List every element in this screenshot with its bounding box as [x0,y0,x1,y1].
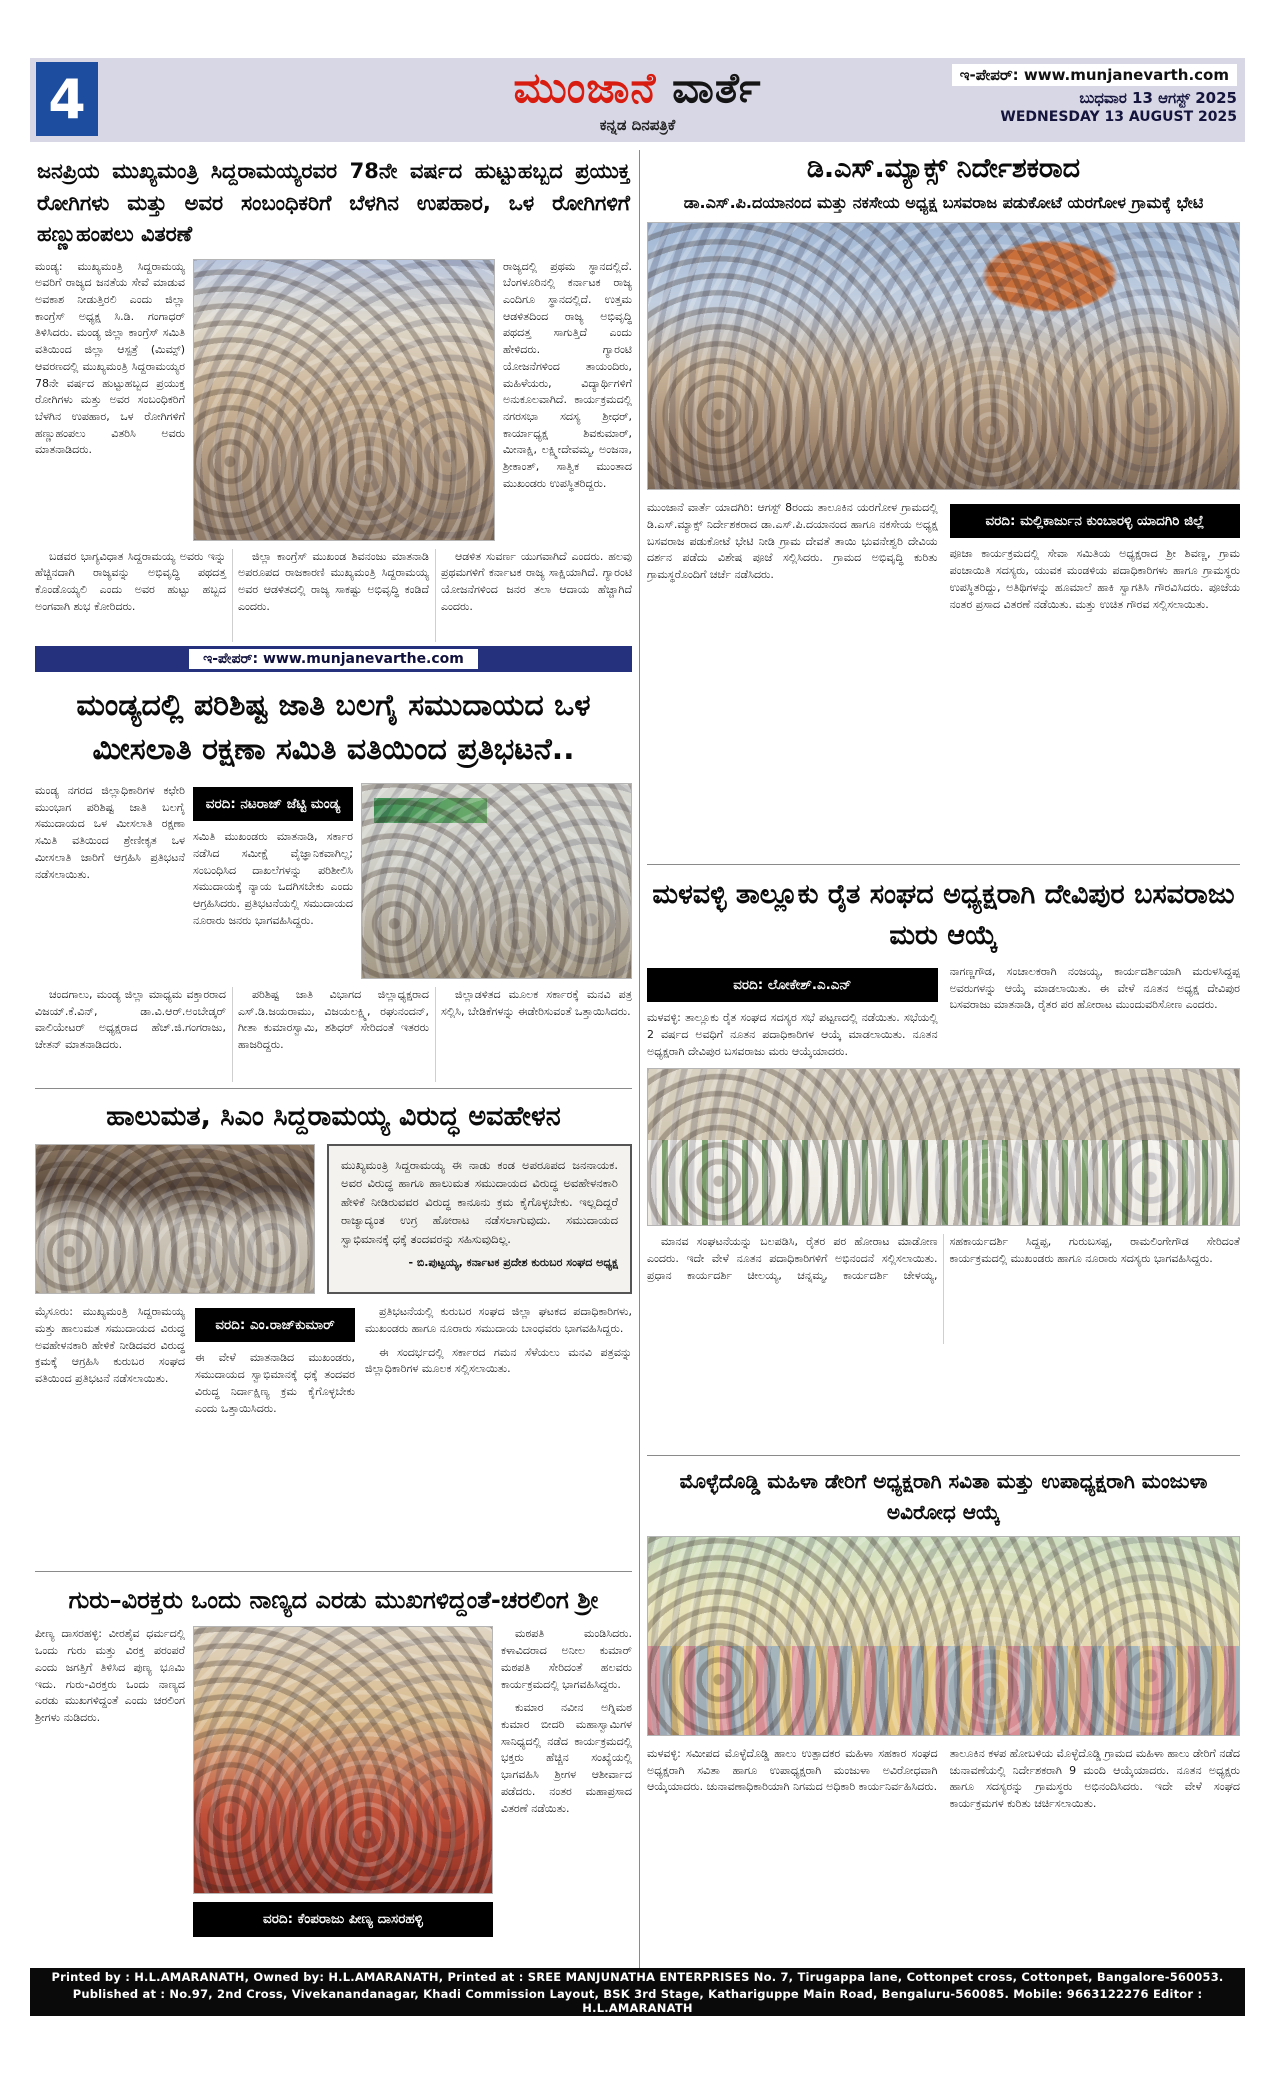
story4-byline: ವರದಿ: ಲೋಕೇಶ್.ಎ.ಎನ್ [647,968,938,1002]
story2-byline: ವರದಿ: ಮಲ್ಲಿಕಾರ್ಜುನ ಕುಂಬಾರಳ್ಳಿ ಯಾದಗಿರಿ ಜಿಲ್ಲೆ [950,504,1240,538]
divider [35,1088,632,1089]
epaper-url: ಇ-ಪೇಪರ್: www.munjanevarth.com [952,64,1237,86]
story5-col-3 [365,1304,632,1417]
story2-col-2: ಪೂಜಾ ಕಾರ್ಯಕ್ರಮದಲ್ಲಿ ಸೇವಾ ಸಮಿತಿಯ ಅಧ್ಯಕ್ಷರಾದ ಶ್ರೀ ಶಿವಣ್ಣ, ಗ್ರಾಮ ಪಂಚಾಯಿತಿ ಸದಸ್ಯರು, ಯುವಕ ಮಂಡಳಿಯ ಪದಾಧಿಕಾರಿಗಳು ಹಾಗೂ ಗ್ರಾಮಸ್ಥರು ಉಪಸ್ಥಿತರಿದ್ದು, ಅತಿಥಿಗಳನ್ನು ಹೂಮಾಲೆ ಹಾಕಿ ಸ್ವಾಗತಿಸಿ ಗೌರವಿಸಿದರು. ಪೂಜೆಯ ನಂತರ ಪ್ರಸಾದ ವಿತರಣೆ ನಡೆಯಿತು. ಮತ್ತು ಉಚಿತ ಗೌರವ ಸಲ್ಲಿಸಲಾಯಿತು. [949,547,1240,611]
story1-para-1: ಬಡವರ ಭಾಗ್ಯವಿಧಾತ ಸಿದ್ದರಾಮಯ್ಯ ಅವರು ಇನ್ನು ಹೆಚ್ಚಿನದಾಗಿ ರಾಜ್ಯವನ್ನು ಅಭಿವೃದ್ಧಿ ಪಥದತ್ತ ಕೊಂಡೊಯ್ಯಲಿ ಎಂದು ಅವರ ಹುಟ್ಟು ಹಬ್ಬದ ಅಂಗವಾಗಿ ಶುಭ ಕೋರಿದರು. [35,549,226,613]
story7-mid-column [193,1626,493,1956]
story4-para-bottom: ಮಾನವ ಸಂಘಟನೆಯನ್ನು ಬಲಪಡಿಸಿ, ರೈತರ ಪರ ಹೋರಾಟ ಮಾಡೋಣ ಎಂದರು. ಇದೇ ವೇಳೆ ನೂತನ ಪದಾಧಿಕಾರಿಗಳಿಗೆ ಅಭಿನಂದನೆ ಸಲ್ಲಿಸಲಾಯಿತು. ಪ್ರಧಾನ ಕಾರ್ಯದರ್ಶಿ ಚೀಲಯ್ಯ, ಚನ್ನಮ್ಮ, ಕಾರ್ಯದರ್ಶಿ ಚೇಳಯ್ಯ, ಸಹಕಾರ್ಯದರ್ಶಿ ಸಿದ್ದಪ್ಪ, ಗುರುಬಸಪ್ಪ, ರಾಮಲಿಂಗೇಗೌಡ ಸೇರಿದಂತೆ ಕಾರ್ಯಕ್ರಮದಲ್ಲಿ ಮುಖಂಡರು ಹಾಗೂ ನೂರಾರು ಸದಸ್ಯರು ಭಾಗವಹಿಸಿದ್ದರು. [647,1235,1240,1282]
story5-para-3: ಪ್ರತಿಭಟನೆಯಲ್ಲಿ ಕುರುಬರ ಸಂಘದ ಜಿಲ್ಲಾ ಘಟಕದ ಪದಾಧಿಕಾರಿಗಳು, ಮುಖಂಡರು ಹಾಗೂ ನೂರಾರು ಸಮುದಾಯ ಬಾಂಧವರು ಭಾಗವಹಿಸಿದ್ದರು. [365,1305,632,1335]
story3-para-1: ಚಂದಗಾಲು, ಮಂಡ್ಯ ಜಿಲ್ಲಾ ಮಾಧ್ಯಮ ವಕ್ತಾರರಾದ ವಿಜಯ್.ಕೆ.ವಿನ್, ಡಾ.ವಿ.ಆರ್.ಅಂಬೇಡ್ಕರ್ ವಾಲಿಯೇಟರ್ ಅಧ್ಯಕ್ಷರಾದ ಹೆಚ್.ಜಿ.ಗಂಗರಾಜು, ಚೇತನ್ ಮಾತನಾಡಿದರು. [35,988,226,1052]
epaper-banner [35,646,632,672]
page-body [35,150,1240,1968]
story2-subheadline: ಡಾ.ಎಸ್.ಪಿ.ದಯಾನಂದ ಮತ್ತು ನಕಸೇಯ ಅಧ್ಯಕ್ಷ ಬಸವರಾಜ ಪಡುಕೋಟೆ ಯರಗೋಳ ಗ್ರಾಮಕ್ಕೆ ಭೇಟಿ [683,192,1204,212]
photo-kuruba-meeting [35,1144,315,1294]
story-halumatha-insult [35,1095,632,1565]
story1-headline: ಜನಪ್ರಿಯ ಮುಖ್ಯಮಂತ್ರಿ ಸಿದ್ದರಾಮಯ್ಯರವರ 78ನೇ ವರ್ಷದ ಹುಟ್ಟುಹಬ್ಬದ ಪ್ರಯುಕ್ತ ರೋಗಿಗಳು ಮತ್ತು ಅವರ ಸಂಬಂಧಿಕರಿಗೆ ಬೆಳಗಿನ ಉಪಹಾರ, ಒಳ ರೋಗಿಗಳಿಗೆ ಹಣ್ಣುಹಂಪಲು ವಿತರಣೆ [37,159,630,246]
story3-col-mid: ಸಮಿತಿ ಮುಖಂಡರು ಮಾತನಾಡಿ, ಸರ್ಕಾರ ನಡೆಸಿದ ಸಮೀಕ್ಷೆ ವೈಜ್ಞಾನಿಕವಾಗಿಲ್ಲ; ಸಂಬಂಧಿಸಿದ ದಾಖಲೆಗಳನ್ನು ಪರಿಶೀಲಿಸಿ ಸಮುದಾಯಕ್ಕೆ ನ್ಯಾಯ ಒದಗಿಸಬೇಕು ಎಂದು ಆಗ್ರಹಿಸಿದರು. ಪ್ರತಿಭಟನೆಯಲ್ಲಿ ಸಮುದಾಯದ ನೂರಾರು ಜನರು ಭಾಗವಹಿಸಿದ್ದರು. [193,830,353,927]
story7-para-2: ಮಠಪತಿ ಮಂಡಿಸಿದರು. ಕಳಾವಿದರಾದ ಅನೀಲ ಕುಮಾರ್ ಮಠಪತಿ ಸೇರಿದಂತೆ ಹಲವರು ಕಾರ್ಯಕ್ರಮದಲ್ಲಿ ಭಾಗವಹಿಸಿದ್ದರು. [501,1627,632,1691]
story1-col-right: ರಾಜ್ಯದಲ್ಲಿ ಪ್ರಥಮ ಸ್ಥಾನದಲ್ಲಿದೆ. ಬೆಂಗಳೂರಿನಲ್ಲಿ ಕರ್ನಾಟಕ ರಾಜ್ಯ ಎಂದಿಗೂ ಸ್ಥಾನದಲ್ಲಿದೆ. ಉತ್ತಮ ಆಡಳಿತದಿಂದ ರಾಜ್ಯ ಅಭಿವೃದ್ಧಿ ಪಥದತ್ತ ಸಾಗುತ್ತಿದೆ ಎಂದು ಹೇಳಿದರು. ಗ್ಯಾರಂಟಿ ಯೋಜನೆಗಳಿಂದ ತಾಯಂದಿರು, ಮಹಿಳೆಯರು, ವಿದ್ಯಾರ್ಥಿಗಳಿಗೆ ಅನುಕೂಲವಾಗಿದೆ. ಕಾರ್ಯಕ್ರಮದಲ್ಲಿ ನಗರಸಭಾ ಸದಸ್ಯ ಶ್ರೀಧರ್, ಕಾರ್ಯಾಧ್ಯಕ್ಷ ಶಿವಕುಮಾರ್, ಮೀನಾಕ್ಷಿ, ಲಕ್ಷ್ಮೀದೇವಮ್ಮ, ಅಂಜನಾ, ಶ್ರೀಕಾಂತ್, ಸಾತ್ವಿಕ ಮುಂತಾದ ಮುಖಂಡರು ಉಪಸ್ಥಿತರಿದ್ದರು. [503,259,632,490]
date-block [907,64,1237,125]
divider [647,864,1240,865]
story5-quote-box [327,1144,632,1294]
divider [35,1571,632,1572]
right-rail-column [647,150,1240,1968]
vertical-rule [639,150,640,1968]
story-reservation-protest [35,674,632,1082]
imprint-footer [30,1968,1245,2016]
story3-col-left: ಮಂಡ್ಯ ನಗರದ ಜಿಲ್ಲಾಧಿಕಾರಿಗಳ ಕಛೇರಿ ಮುಂಭಾಗ ಪರಿಶಿಷ್ಟ ಜಾತಿ ಬಲಗೈ ಸಮುದಾಯದ ಒಳ ಮೀಸಲಾತಿ ರಕ್ಷಣಾ ಸಮಿತಿ ವತಿಯಿಂದ ಶ್ರೇಣೀಕೃತ ಒಳ ಮೀಸಲಾತಿ ಜಾರಿಗೆ ಆಗ್ರಹಿಸಿ ಪ್ರತಿಭಟನೆ ನಡೆಸಲಾಯಿತು. [35,784,185,881]
story5-col-2: ಈ ವೇಳೆ ಮಾತನಾಡಿದ ಮುಖಂಡರು, ಸಮುದಾಯದ ಸ್ವಾಭಿಮಾನಕ್ಕೆ ಧಕ್ಕೆ ತಂದವರ ವಿರುದ್ಧ ನಿರ್ದಾಕ್ಷಿಣ್ಯ ಕ್ರಮ ಕೈಗೊಳ್ಳಬೇಕು ಎಂದು ಒತ್ತಾಯಿಸಿದರು. [195,1351,355,1415]
epaper-banner-url: ಇ-ಪೇಪರ್: www.munjanevarthe.com [189,649,478,669]
story5-quote-attribution: - ಬಿ.ಪುಟ್ಟಯ್ಯ, ಕರ್ನಾಟಕ ಪ್ರದೇಶ ಕುರುಬರ ಸಂಘದ ಅಧ್ಯಕ್ಷ [408,1256,618,1270]
story5-mid-column [195,1304,355,1417]
story4-col-2: ನಾಗಣ್ಣಗೌಡ, ಸಂಚಾಲಕರಾಗಿ ನಂಜಯ್ಯ, ಕಾರ್ಯದರ್ಶಿಯಾಗಿ ಮರುಳಸಿದ್ದಪ್ಪ ಅವರುಗಳನ್ನು ಆಯ್ಕೆ ಮಾಡಲಾಯಿತು. ಈ ವೇಳೆ ನೂತನ ಅಧ್ಯಕ್ಷ ದೇವಿಪುರ ಬಸವರಾಜು ಮಾತನಾಡಿ, ರೈತರ ಪರ ಹೋರಾಟ ಮುಂದುವರಿಸೋಣ ಎಂದರು. [949,965,1240,1012]
photo-guru-ceremony [193,1626,493,1894]
photo-protest-crowd [361,783,632,979]
story3-headline: ಮಂಡ್ಯದಲ್ಲಿ ಪರಿಶಿಷ್ಟ ಜಾತಿ ಬಲಗೈ ಸಮುದಾಯದ ಒಳ ಮೀಸಲಾತಿ ರಕ್ಷಣಾ ಸಮಿತಿ ವತಿಯಿಂದ ಪ್ರತಿಭಟನೆ.. [76,688,591,767]
story7-byline: ವರದಿ: ಕೆಂಪರಾಜು ಪೀಣ್ಯ ದಾಸರಹಳ್ಳಿ [193,1902,493,1936]
divider [647,1455,1240,1456]
story4-col-1: ಮಳವಳ್ಳಿ: ತಾಲ್ಲೂಕು ರೈತ ಸಂಘದ ಸದಸ್ಯರ ಸಭೆ ಪಟ್ಟಣದಲ್ಲಿ ನಡೆಯಿತು. ಸಭೆಯಲ್ಲಿ 2 ವರ್ಷದ ಅವಧಿಗೆ ನೂತನ ಪದಾಧಿಕಾರಿಗಳ ಆಯ್ಕೆ ಮಾಡಲಾಯಿತು. ನೂತನ ಅಧ್ಯಕ್ಷರಾಗಿ ದೇವಿಪುರ ಬಸವರಾಜು ಮರು ಆಯ್ಕೆಯಾದರು. [647,1011,938,1058]
story-farmer-union-election [647,871,1240,1449]
story6-headline: ಮೊಳ್ಳೆದೊಡ್ಡಿ ಮಹಿಳಾ ಡೇರಿಗೆ ಅಧ್ಯಕ್ಷರಾಗಿ ಸವಿತಾ ಮತ್ತು ಉಪಾಧ್ಯಕ್ಷರಾಗಿ ಮಂಜುಳಾ ಅವಿರೋಧ ಆಯ್ಕೆ [679,1469,1208,1524]
story5-byline: ವರದಿ: ಎಂ.ರಾಜ್‌ಕುಮಾರ್ [195,1308,355,1342]
story5-para-4: ಈ ಸಂದರ್ಭದಲ್ಲಿ ಸರ್ಕಾರದ ಗಮನ ಸೆಳೆಯಲು ಮನವಿ ಪತ್ರವನ್ನು ಜಿಲ್ಲಾಧಿಕಾರಿಗಳ ಮೂಲಕ ಸಲ್ಲಿಸಲಾಯಿತು. [365,1345,632,1376]
date-kannada: ಬುಧವಾರ 13 ಆಗಸ್ಟ್ 2025 [1079,89,1237,107]
story3-para-3: ಜಿಲ್ಲಾಡಳಿತದ ಮೂಲಕ ಸರ್ಕಾರಕ್ಕೆ ಮನವಿ ಪತ್ರ ಸಲ್ಲಿಸಿ, ಬೇಡಿಕೆಗಳನ್ನು ಈಡೇರಿಸುವಂತೆ ಒತ್ತಾಯಿಸಿದರು. [441,988,632,1018]
story-womens-dairy-election [647,1462,1240,1968]
masthead-word-black: ವಾರ್ತೆ [672,63,762,112]
story7-para-3: ಕುಮಾರ ನವೀನ ಅಗ್ನಿಮಠ ಕುಮಾರ ಬೀದರಿ ಮಹಾಸ್ವಾಮಿಗಳ ಸಾನಿಧ್ಯದಲ್ಲಿ ನಡೆದ ಕಾರ್ಯಕ್ರಮದಲ್ಲಿ ಭಕ್ತರು ಹೆಚ್ಚಿನ ಸಂಖ್ಯೆಯಲ್ಲಿ ಭಾಗವಹಿಸಿ ಶ್ರೀಗಳ ಆಶೀರ್ವಾದ ಪಡೆದರು. ನಂತರ ಮಹಾಪ್ರಸಾದ ವಿತರಣೆ ನಡೆಯಿತು. [501,1701,632,1815]
story-cm-birthday [35,150,632,642]
masthead-tagline: ಕನ್ನಡ ದಿನಪತ್ರಿಕೆ [599,116,676,134]
masthead-word-red: ಮುಂಜಾನೆ [513,63,657,112]
story-guru-virakta [35,1578,632,1976]
story3-para-2: ಪರಿಶಿಷ್ಟ ಜಾತಿ ವಿಭಾಗದ ಜಿಲ್ಲಾಧ್ಯಕ್ಷರಾದ ಎಸ್.ಡಿ.ಜಯರಾಮು, ವಿಜಯಲಕ್ಷ್ಮಿ, ರಘುನಂದನ್, ಗೀತಾ ಕುಮಾರಸ್ವಾಮಿ, ಶಶಿಧರ್ ಸೇರಿದಂತೆ ಇತರರು ಹಾಜರಿದ್ದರು. [238,988,429,1052]
story-dsmax-visit [647,150,1240,858]
left-main-column [35,150,632,1968]
story3-byline: ವರದಿ: ನಟರಾಜ್ ಜೆಟ್ಟಿ ಮಂಡ್ಯ [193,787,353,821]
imprint-line-2: Published at : No.97, 2nd Cross, Vivekanandanagar, Khadi Commission Layout, BSK 3rd Stage, Kathariguppe Main Road, Bengaluru-560085. Mobile: 9663122276 Editor : H.L.AMARANATH [72,1986,1203,2015]
imprint-line-1: Printed by : H.L.AMARANATH, Owned by: H.L.AMARANATH, Printed at : SREE MANJUNATHA ENTERPRISES No. 7, Tirugappa lane, Cottonpet cross, Cottonpet, Bangalore-560053. [51,1969,1224,1984]
story1-bottom-columns [35,549,632,643]
page-number: 4 [36,62,98,136]
photo-temple-visit [647,222,1240,490]
story1-para-2: ಜಿಲ್ಲಾ ಕಾಂಗ್ರೆಸ್ ಮುಖಂಡ ಶಿವನಂಜು ಮಾತನಾಡಿ ಅಪರೂಪದ ರಾಜಕಾರಣಿ ಮುಖ್ಯಮಂತ್ರಿ ಸಿದ್ದರಾಮಯ್ಯ ಅವರ ಆಡಳಿತದಲ್ಲಿ ರಾಜ್ಯ ಸಾಕಷ್ಟು ಅಭಿವೃದ್ಧಿ ಕಂಡಿದೆ ಎಂದರು. [238,549,429,613]
photo-cm-birthday-event [193,259,495,541]
story7-headline: ಗುರು–ವಿರಕ್ತರು ಒಂದು ನಾಣ್ಯದ ಎರಡು ಮುಖಗಳಿದ್ದಂತೆ-ಚರಲಿಂಗ ಶ್ರೀ [68,1586,599,1614]
story5-quote-text: ಮುಖ್ಯಮಂತ್ರಿ ಸಿದ್ದರಾಮಯ್ಯ ಈ ನಾಡು ಕಂಡ ಅಪರೂಪದ ಜನನಾಯಕ. ಅವರ ವಿರುದ್ಧ ಹಾಗೂ ಹಾಲುಮತ ಸಮುದಾಯದ ವಿರುದ್ಧ ಅವಹೇಳನಕಾರಿ ಹೇಳಿಕೆ ನೀಡಿರುವವರ ವಿರುದ್ಧ ಕಾನೂನು ಕ್ರಮ ಕೈಗೊಳ್ಳಬೇಕು. ಇಲ್ಲದಿದ್ದರೆ ರಾಜ್ಯಾದ್ಯಂತ ಉಗ್ರ ಹೋರಾಟ ನಡೆಸಲಾಗುವುದು. ಸಮುದಾಯದ ಸ್ವಾಭಿಮಾನಕ್ಕೆ ಧಕ್ಕೆ ತಂದವರನ್ನು ಸಹಿಸುವುದಿಲ್ಲ. [341,1158,618,1246]
story2-col-1: ಮುಂಜಾನೆ ವಾರ್ತೆ ಯಾದಗಿರಿ: ಆಗಸ್ಟ್ 8ರಂದು ತಾಲೂಕಿನ ಯರಗೋಳ ಗ್ರಾಮದಲ್ಲಿ ಡಿ.ಎಸ್.ಮ್ಯಾಕ್ಸ್ ನಿರ್ದೇಶಕರಾದ ಡಾ.ಎಸ್.ಪಿ.ದಯಾನಂದ ಹಾಗೂ ನಕಸೇಯ ಅಧ್ಯಕ್ಷ ಬಸವರಾಜ ಪಡುಕೋಟೆ ಭೇಟಿ ನೀಡಿ ಗ್ರಾಮ ದೇವತೆ ತಾಯಿ ಭುವನೇಶ್ವರಿ ದೇವಿಯ ದರ್ಶನ ಪಡೆದು ವಿಶೇಷ ಪೂಜೆ ಸಲ್ಲಿಸಿದರು. ಗ್ರಾಮದ ಅಭಿವೃದ್ಧಿ ಕುರಿತು ಗ್ರಾಮಸ್ಥರೊಂದಿಗೆ ಚರ್ಚೆ ನಡೆಸಿದರು. [647,501,938,582]
story5-headline: ಹಾಲುಮತ, ಸಿಎಂ ಸಿದ್ದರಾಮಯ್ಯ ವಿರುದ್ಧ ಅವಹೇಳನ [106,1101,561,1132]
story5-col-1: ಮೈಸೂರು: ಮುಖ್ಯಮಂತ್ರಿ ಸಿದ್ದರಾಮಯ್ಯ ಮತ್ತು ಹಾಲುಮತ ಸಮುದಾಯದ ವಿರುದ್ಧ ಅವಹೇಳನಕಾರಿ ಹೇಳಿಕೆ ನೀಡಿದವರ ವಿರುದ್ಧ ಕ್ರಮಕ್ಕೆ ಆಗ್ರಹಿಸಿ ಕುರುಬರ ಸಂಘದ ವತಿಯಿಂದ ಪ್ರತಿಭಟನೆ ನಡೆಸಲಾಯಿತು. [35,1305,185,1385]
story7-col-left: ಪೀಣ್ಯ ದಾಸರಹಳ್ಳಿ: ವೀರಶೈವ ಧರ್ಮದಲ್ಲಿ ಒಂದು ಗುರು ಮತ್ತು ವಿರಕ್ತ ಪರಂಪರೆ ಎಂದು ಜಗತ್ತಿಗೆ ತಿಳಿಸಿದ ಪುಣ್ಯ ಭೂಮಿ ಇದು. ಗುರು-ವಿರಕ್ತರು ಒಂದು ನಾಣ್ಯದ ಎರಡು ಮುಖಗಳಿದ್ದಂತೆ ಎಂದು ಚರಲಿಂಗ ಶ್ರೀಗಳು ನುಡಿದರು. [35,1627,185,1724]
story4-col-1-wrap [647,964,938,1060]
story2-col-2-wrap [950,500,1240,613]
date-english: WEDNESDAY 13 AUGUST 2025 [1000,109,1237,125]
masthead-bar [30,58,1245,142]
story3-mid-column [193,783,353,979]
story6-col-1: ಮಳವಳ್ಳಿ: ಸಮೀಪದ ಮೊಳ್ಳೆದೊಡ್ಡಿ ಹಾಲು ಉತ್ಪಾದಕರ ಮಹಿಳಾ ಸಹಕಾರ ಸಂಘದ ಅಧ್ಯಕ್ಷರಾಗಿ ಸವಿತಾ ಹಾಗೂ ಉಪಾಧ್ಯಕ್ಷರಾಗಿ ಮಂಜುಳಾ ಅವಿರೋಧವಾಗಿ ಆಯ್ಕೆಯಾದರು. ಚುನಾವಣಾಧಿಕಾರಿಯಾಗಿ ನಿಗಮದ ಅಧಿಕಾರಿ ಕಾರ್ಯನಿರ್ವಹಿಸಿದರು. [647,1747,938,1794]
story7-col-right [501,1626,632,1956]
story4-headline: ಮಳವಳ್ಳಿ ತಾಲ್ಲೂಕು ರೈತ ಸಂಘದ ಅಧ್ಯಕ್ಷರಾಗಿ ದೇವಿಪುರ ಬಸವರಾಜು ಮರು ಆಯ್ಕೆ [652,879,1235,951]
story3-bottom-columns [35,987,632,1082]
photo-farmer-union-group [647,1068,1240,1226]
photo-womens-dairy-group [647,1536,1240,1736]
story2-headline: ಡಿ.ಎಸ್.ಮ್ಯಾಕ್ಸ್ ನಿರ್ದೇಶಕರಾದ [806,153,1081,184]
story4-bottom-columns [647,1234,1240,1344]
story1-col-left: ಮಂಡ್ಯ: ಮುಖ್ಯಮಂತ್ರಿ ಸಿದ್ದರಾಮಯ್ಯ ಅವರಿಗೆ ರಾಜ್ಯದ ಜನತೆಯ ಸೇವೆ ಮಾಡುವ ಅವಕಾಶ ನೀಡುತ್ತಿರಲಿ ಎಂದು ಜಿಲ್ಲಾ ಕಾಂಗ್ರೆಸ್ ಅಧ್ಯಕ್ಷ ಸಿ.ಡಿ. ಗಂಗಾಧರ್ ತಿಳಿಸಿದರು. ಮಂಡ್ಯ ಜಿಲ್ಲಾ ಕಾಂಗ್ರೆಸ್ ಸಮಿತಿ ವತಿಯಿಂದ ಜಿಲ್ಲಾ ಆಸ್ಪತ್ರೆ (ಮಿಮ್ಸ್) ಆವರಣದಲ್ಲಿ ಮುಖ್ಯಮಂತ್ರಿ ಸಿದ್ದರಾಮಯ್ಯರ 78ನೇ ವರ್ಷದ ಹುಟ್ಟುಹಬ್ಬದ ಪ್ರಯುಕ್ತ ರೋಗಿಗಳು ಮತ್ತು ಅವರ ಸಂಬಂಧಿಕರಿಗೆ ಬೆಳಗಿನ ಉಪಹಾರ, ಒಳ ರೋಗಿಗಳಿಗೆ ಹಣ್ಣುಹಂಪಲು ವಿತರಿಸಿ ಅವರು ಮಾತನಾಡಿದರು. [35,259,185,457]
story1-para-3: ಆಡಳಿತ ಸುವರ್ಣ ಯುಗವಾಗಿದೆ ಎಂದರು. ಹಲವು ಪ್ರಥಮಗಳಿಗೆ ಕರ್ನಾಟಕ ರಾಜ್ಯ ಸಾಕ್ಷಿಯಾಗಿದೆ. ಗ್ಯಾರಂಟಿ ಯೋಜನೆಗಳಿಂದ ಜನರ ತಲಾ ಆದಾಯ ಹೆಚ್ಚಾಗಿದೆ ಎಂದರು. [441,549,632,613]
story6-col-2: ತಾಲೂಕಿನ ಕಳಪ ಹೋಬಳಿಯ ಮೊಳ್ಳೆದೊಡ್ಡಿ ಗ್ರಾಮದ ಮಹಿಳಾ ಹಾಲು ಡೇರಿಗೆ ನಡೆದ ಚುನಾವಣೆಯಲ್ಲಿ ನಿರ್ದೇಶಕರಾಗಿ 9 ಮಂದಿ ಆಯ್ಕೆಯಾದರು. ನೂತನ ಅಧ್ಯಕ್ಷರು ಹಾಗೂ ಸದಸ್ಯರನ್ನು ಗ್ರಾಮಸ್ಥರು ಅಭಿನಂದಿಸಿದರು. ಇದೇ ವೇಳೆ ಸಂಘದ ಕಾರ್ಯಕ್ರಮಗಳ ಕುರಿತು ಚರ್ಚಿಸಲಾಯಿತು. [949,1747,1240,1811]
